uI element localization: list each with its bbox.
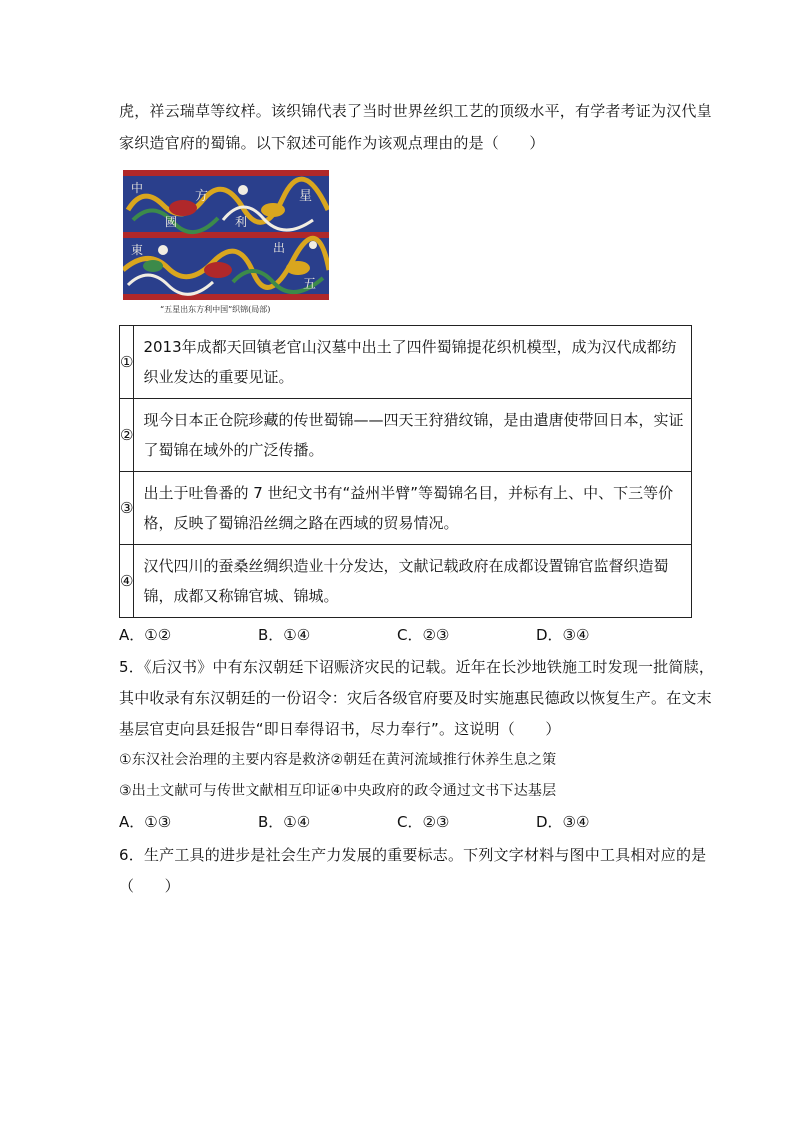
table-row xyxy=(120,326,692,399)
q4-option-c[interactable]: C．②③ xyxy=(397,626,450,644)
statement-number: ② xyxy=(120,399,134,472)
statement-line: 锦，成都又称锦官城、锦城。 xyxy=(143,587,339,605)
q5-option-a[interactable]: A．①③ xyxy=(119,813,172,831)
table-row xyxy=(120,399,692,472)
q5-option-b[interactable]: B．①④ xyxy=(258,813,311,831)
statement-text xyxy=(134,326,692,399)
glyph-7: 五 xyxy=(303,277,317,292)
statement-line: 格，反映了蜀锦沿丝绸之路在西域的贸易情况。 xyxy=(143,514,459,532)
figure-caption: “五星出东方利中国”织锦(局部) xyxy=(160,305,271,314)
statement-line: 现今日本正仓院珍藏的传世蜀锦——四天王狩猎纹锦，是由遣唐使带回日本，实证 xyxy=(143,411,684,429)
q5-statement-2: ③出土文献可与传世文献相互印证④中央政府的政令通过文书下达基层 xyxy=(119,783,557,799)
brocade-image xyxy=(123,170,329,300)
statements-table xyxy=(119,325,692,618)
statement-text xyxy=(134,472,692,545)
glyph-2: 方 xyxy=(195,189,209,204)
statement-number: ③ xyxy=(120,472,134,545)
q5-line-3: 基层官吏向县廷报告“即日奉得诏书，尽力奉行”。这说明（ ） xyxy=(119,720,561,738)
q6-line-1: 6．生产工具的进步是社会生产力发展的重要标志。下列文字材料与图中工具相对应的是 xyxy=(119,846,707,864)
glyph-4: 東 xyxy=(131,243,144,257)
statement-text xyxy=(134,545,692,618)
q6-line-2: （ ） xyxy=(119,877,180,895)
q5-line-1: 5．《后汉书》中有东汉朝廷下诏赈济灾民的记载。近年在长沙地铁施工时发现一批简牍， xyxy=(119,658,715,676)
q5-statement-1: ①东汉社会治理的主要内容是救济②朝廷在黄河流域推行休养生息之策 xyxy=(119,752,557,768)
intro-line-1: 虎，祥云瑞草等纹样。该织锦代表了当时世界丝织工艺的顶级水平，有学者考证为汉代皇 xyxy=(119,102,712,120)
glyph-0: 中 xyxy=(131,181,144,195)
glyph-6: 星 xyxy=(299,189,313,204)
glyph-1: 國 xyxy=(165,215,178,229)
q4-option-d[interactable]: D．③④ xyxy=(536,626,590,644)
statement-line: 2013年成都天回镇老官山汉墓中出土了四件蜀锦提花织机模型，成为汉代成都纺 xyxy=(143,338,677,356)
table-row xyxy=(120,545,692,618)
q5-line-2: 其中收录有东汉朝廷的一份诏令：灾后各级官府要及时实施惠民德政以恢复生产。在文末 xyxy=(119,689,712,707)
statement-line: 了蜀锦在域外的广泛传播。 xyxy=(143,441,324,459)
q4-option-b[interactable]: B．①④ xyxy=(258,626,311,644)
statement-line: 汉代四川的蚕桑丝绸织造业十分发达，文献记载政府在成都设置锦官监督织造蜀 xyxy=(143,557,669,575)
q4-option-a[interactable]: A．①② xyxy=(119,626,172,644)
q5-option-c[interactable]: C．②③ xyxy=(397,813,450,831)
q5-option-d[interactable]: D．③④ xyxy=(536,813,590,831)
statement-line: 出土于吐鲁番的 7 世纪文书有“益州半臂”等蜀锦名目，并标有上、中、下三等价 xyxy=(143,484,674,502)
intro-line-2: 家织造官府的蜀锦。以下叙述可能作为该观点理由的是（ ） xyxy=(119,134,545,152)
statement-number: ④ xyxy=(120,545,134,618)
brocade-pattern xyxy=(123,170,329,300)
statement-number: ① xyxy=(120,326,134,399)
statement-text xyxy=(134,399,692,472)
glyph-5: 出 xyxy=(273,241,286,255)
glyph-3: 利 xyxy=(235,215,248,229)
table-row xyxy=(120,472,692,545)
statement-line: 织业发达的重要见证。 xyxy=(143,368,294,386)
